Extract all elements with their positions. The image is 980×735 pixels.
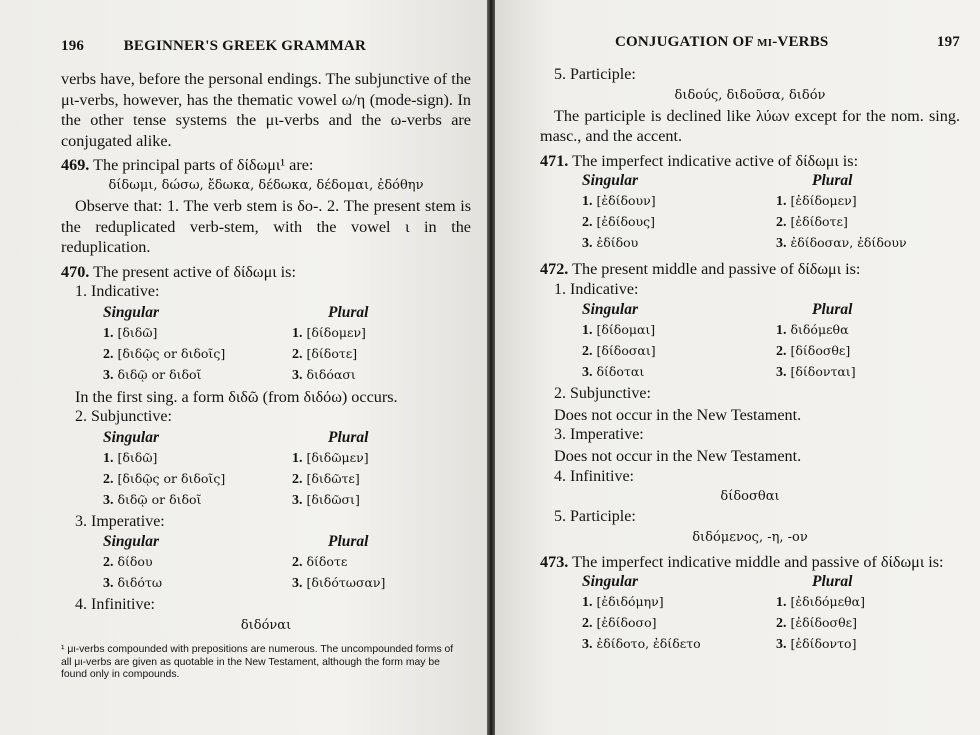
indicative-label: 1. Indicative: — [75, 283, 160, 301]
observe-paragraph: Observe that: 1. The verb stem is δο-. 2. The present stem is the reduplicated verb-stem, with the vowel ι in the reduplication. — [61, 196, 471, 257]
subjunctive-paradigm: Singular Plural 1. [διδῶ] 1. [διδῶμεν] 2. [διδῷς or διδοῖς] 2. [διδῶτε] 3. διδῷ or διδοῖ 3. [διδῶσι] — [103, 428, 369, 508]
participle-forms: διδούς, διδοῦσα, διδόν — [674, 87, 826, 103]
mid-participle-label: 5. Participle: — [554, 508, 636, 526]
right-running-title: CONJUGATION OF μι-VERBS — [615, 34, 829, 50]
participle-label: 5. Participle: — [554, 66, 636, 83]
infinitive-form: διδόναι — [240, 617, 292, 633]
left-running-title: BEGINNER'S GREEK GRAMMAR — [123, 38, 366, 54]
section-470: 470. The present active of δίδωμι is: — [61, 262, 296, 281]
right-running-head — [540, 34, 960, 51]
first-sing-note: In the first sing. a form διδῶ (from διδόω) occurs. — [75, 387, 398, 406]
mid-infinitive-label: 4. Infinitive: — [554, 467, 634, 485]
imperfect-active-paradigm: Singular Plural 1. [ἐδίδουν] 1. [ἐδίδομεν] 2. [ἐδίδους] 2. [ἐδίδοτε] 3. ἐδίδου 3. ἐδίδοσαν, ἐδίδουν — [582, 172, 907, 252]
section-471: 471. The imperfect indicative active of δίδωμι is: — [540, 151, 859, 170]
book-gutter — [487, 0, 495, 735]
footnote: ¹ μι-verbs compounded with prepositions are numerous. The uncompounded forms of all μι-verbs are given as quotable in the New Testament, although the form may be found only in compounds. — [61, 643, 454, 681]
mid-participle-form: διδόμενος, -η, -ον — [692, 529, 808, 545]
imperative-label: 3. Imperative: — [75, 512, 165, 530]
section-473: 473. The imperfect indicative middle and passive of δίδωμι is: — [540, 552, 944, 571]
mid-indicative-paradigm: Singular Plural 1. [δίδομαι] 1. διδόμεθα 2. [δίδοσαι] 2. [δίδοσθε] 3. δίδοται 3. [δίδονται] — [582, 301, 856, 381]
not-in-nt-subjunctive: Does not occur in the New Testament. — [554, 405, 802, 424]
left-running-head — [61, 38, 471, 55]
plural-heading: Plural — [328, 303, 369, 321]
subjunctive-label: 2. Subjunctive: — [75, 408, 172, 426]
right-page-number: 197 — [936, 34, 960, 50]
imperfect-middle-paradigm: Singular Plural 1. [ἐδιδόμην] 1. [ἐδιδόμεθα] 2. [ἐδίδοσο] 2. [ἐδίδοσθε] 3. ἐδίδοτο, ἐδίδετο 3. [ἐδίδοντο] — [582, 573, 865, 653]
indicative-paradigm: Singular Plural 1. [διδῶ] 1. [δίδομεν] 2. [διδῷς or διδοῖς] 2. [δίδοτε] 3. διδῷ or διδοῖ 3. διδόασι — [61, 303, 471, 386]
singular-heading: Singular — [103, 303, 160, 321]
imperative-paradigm: Singular Plural 2. δίδου 2. δίδοτε 3. διδότω 3. [διδότωσαν] — [103, 533, 386, 592]
participle-note: The participle is declined like λύων except for the nom. sing. masc., and the accent. — [540, 106, 960, 146]
not-in-nt-imperative: Does not occur in the New Testament. — [554, 446, 802, 465]
intro-paragraph: verbs have, before the personal endings. The subjunctive of the μι-verbs, however, has the thematic vowel ω/η (mode-sign). In the other tense systems the μι-verbs and the ω-verbs are conjugated alike. — [61, 70, 471, 150]
section-469: 469. The principal parts of δίδωμι¹ are: — [61, 156, 314, 175]
mid-infinitive-form: δίδοσθαι — [720, 489, 780, 505]
left-page — [0, 0, 487, 735]
principal-parts: δίδωμι, δώσω, ἔδωκα, δέδωκα, δέδομαι, ἐδόθην — [108, 177, 424, 193]
mid-imperative-label: 3. Imperative: — [554, 426, 644, 444]
section-472: 472. The present middle and passive of δίδωμι is: — [540, 260, 861, 279]
infinitive-label: 4. Infinitive: — [75, 596, 155, 614]
left-page-number: 196 — [61, 38, 85, 54]
right-page — [495, 0, 980, 735]
mid-subjunctive-label: 2. Subjunctive: — [554, 385, 651, 403]
mid-indicative-label: 1. Indicative: — [554, 280, 639, 298]
